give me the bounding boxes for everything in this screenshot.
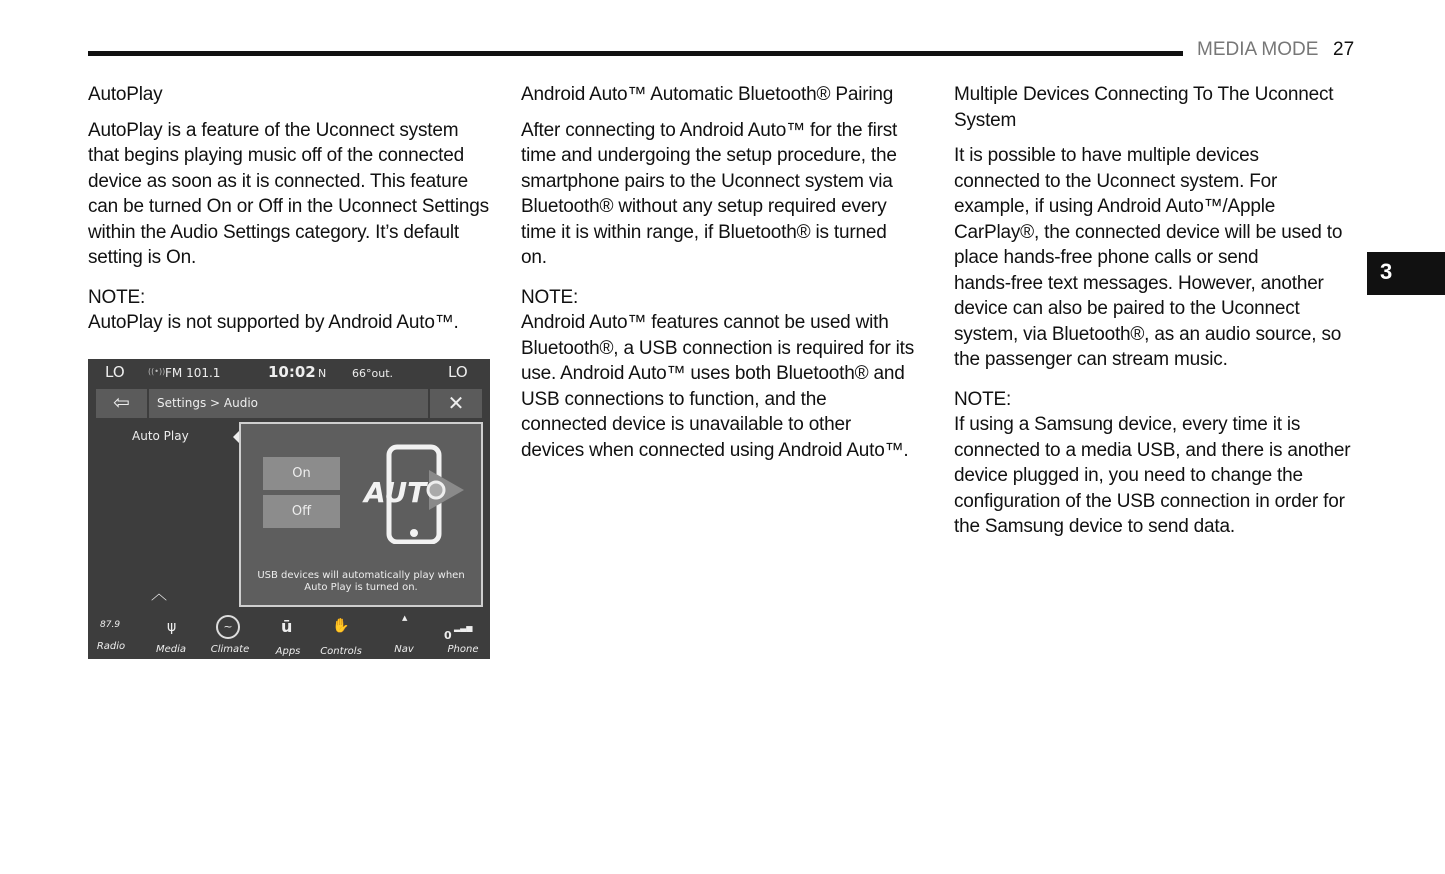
body-line: setting is On. <box>88 247 197 268</box>
note-line: Android Auto™ features cannot be used with <box>521 312 889 333</box>
header-rule <box>88 51 1183 56</box>
off-button[interactable]: Off <box>263 495 340 528</box>
antenna-icon: ((•)) <box>148 367 166 376</box>
column-android-auto <box>521 82 941 463</box>
nav-icon: ▲ <box>402 614 408 622</box>
auto-play-panel <box>239 422 483 607</box>
note-line: device plugged in, you need to change the <box>954 465 1303 486</box>
body-line: hands-free text messages. However, another <box>954 272 1324 294</box>
climate-icon: ~ <box>216 615 240 639</box>
description <box>241 570 481 594</box>
body-line: place hands-free phone calls or send <box>954 247 1259 268</box>
controls-icon: ✋ <box>332 618 350 634</box>
body-line: on. <box>521 247 547 268</box>
body-line: It is possible to have multiple devices <box>954 145 1259 166</box>
note-label: NOTE: <box>954 388 1012 410</box>
body-line: device as soon as it is connected. This feature <box>88 170 468 192</box>
phone-count: 0 <box>444 629 452 642</box>
nav-nav[interactable]: Nav <box>394 644 414 655</box>
right-temp: LO <box>448 363 468 381</box>
nav-bar <box>96 389 482 418</box>
heading: Multiple Devices Connecting To The Uconnect <box>954 84 1334 105</box>
nav-apps[interactable]: Apps <box>275 646 301 657</box>
column-multiple-devices <box>954 82 1374 540</box>
body-line: system, via Bluetooth®, as an audio source, so <box>954 323 1342 345</box>
nav-climate[interactable]: Climate <box>210 644 250 655</box>
note-line: Bluetooth®, a USB connection is required for its <box>521 337 915 359</box>
clock: 10:02 <box>268 363 316 381</box>
body-line: that begins playing music off of the connected <box>88 145 464 166</box>
uconnect-screenshot <box>88 359 490 659</box>
body-line: device can also be paired to the Uconnect <box>954 298 1300 319</box>
close-icon[interactable]: ✕ <box>428 389 482 418</box>
radio-frequency: 87.9 <box>100 620 121 630</box>
apps-icon: ū <box>281 617 293 636</box>
body-line: CarPlay®, the connected device will be used to <box>954 221 1343 243</box>
body-line: within the Audio Settings category. It’s default <box>88 221 459 243</box>
heading: AutoPlay <box>88 84 163 105</box>
signal-icon: ▂▃▅ <box>454 623 473 632</box>
body-line: smartphone pairs to the Uconnect system via <box>521 170 893 192</box>
body-line: Bluetooth® without any setup required every <box>521 196 887 217</box>
nav-controls[interactable]: Controls <box>320 646 362 657</box>
auto-play-phone-icon <box>359 444 469 544</box>
note-line: the Samsung device to send data. <box>954 516 1235 537</box>
body-line: example, if using Android Auto™/Apple <box>954 196 1276 217</box>
radio-station: FM 101.1 <box>165 366 221 380</box>
note-label: NOTE: <box>521 286 579 308</box>
column-autoplay <box>88 82 508 336</box>
section-title: MEDIA MODE <box>1197 39 1319 60</box>
note-line: devices when connected using Android Auto™. <box>521 439 909 461</box>
note-line: If using a Samsung device, every time it is <box>954 414 1301 435</box>
note-line: USB connections to function, and the <box>521 388 827 410</box>
page-number: 27 <box>1333 39 1355 60</box>
outside-temp: 66°out. <box>352 367 394 380</box>
note-line: configuration of the USB connection in order for <box>954 490 1345 512</box>
on-button[interactable]: On <box>263 457 340 490</box>
menu-item-auto-play[interactable]: Auto Play <box>132 429 189 443</box>
note-line: connected to a media USB, and there is another <box>954 439 1351 461</box>
heading: Android Auto™ Automatic Bluetooth® Pairing <box>521 84 894 105</box>
usb-icon: ψ <box>167 619 177 635</box>
note-line: connected device is unavailable to other <box>521 414 852 435</box>
body-line: the passenger can stream music. <box>954 349 1228 370</box>
note-line: use. Android Auto™ uses both Bluetooth® and <box>521 363 905 384</box>
nav-media[interactable]: Media <box>155 644 187 655</box>
logo-text: AUT <box>364 476 427 509</box>
nav-phone[interactable]: Phone <box>447 644 479 655</box>
body-line: can be turned On or Off in the Uconnect Settings <box>88 196 489 217</box>
body-line: connected to the Uconnect system. For <box>954 170 1278 192</box>
chapter-tab: 3 <box>1367 252 1445 295</box>
description-line: USB devices will automatically play when <box>257 570 465 581</box>
left-temp: LO <box>105 363 125 381</box>
body-line: time and undergoing the setup procedure, the <box>521 145 897 166</box>
note-label: NOTE: <box>88 286 146 308</box>
compass: N <box>318 367 327 380</box>
body-line: time it is within range, if Bluetooth® is turned <box>521 221 887 243</box>
nav-radio[interactable]: Radio <box>96 641 126 652</box>
description-line: Auto Play is turned on. <box>304 582 418 593</box>
heading: System <box>954 109 1017 131</box>
back-arrow-icon[interactable]: ⇦ <box>96 389 149 418</box>
chevron-up-icon[interactable]: ︿ <box>151 584 168 603</box>
note-line: AutoPlay is not supported by Android Auto™. <box>88 312 459 333</box>
body-line: AutoPlay is a feature of the Uconnect system <box>88 119 459 141</box>
body-line: After connecting to Android Auto™ for the first <box>521 119 898 141</box>
breadcrumb: Settings > Audio <box>157 396 259 410</box>
